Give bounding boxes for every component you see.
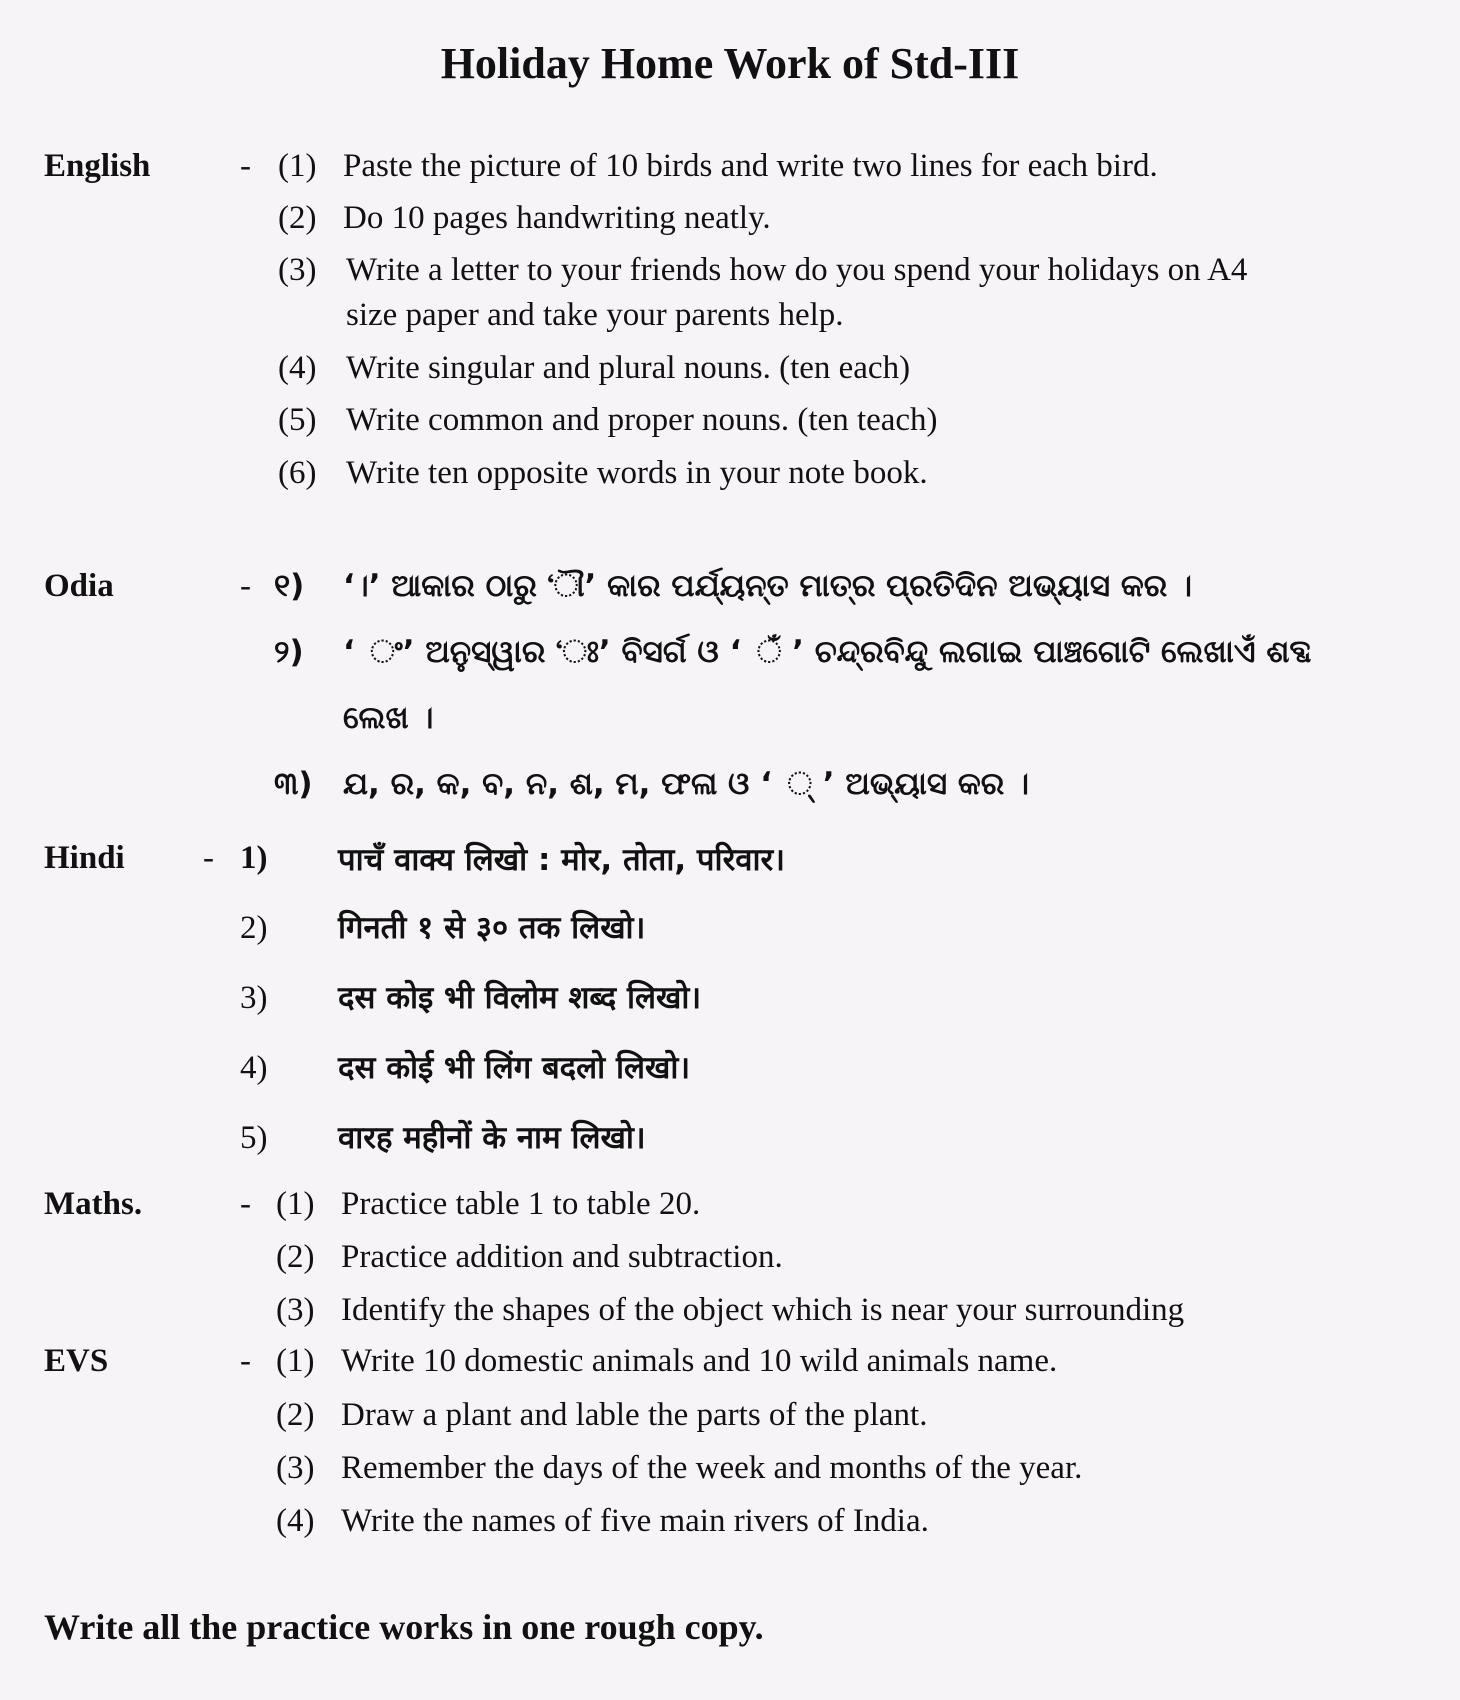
item-number: 3) xyxy=(240,980,268,1016)
item-text: Practice addition and subtraction. xyxy=(341,1239,783,1275)
subject-dash: - xyxy=(240,568,251,604)
subject-dash: - xyxy=(240,1186,251,1222)
subject-dash: - xyxy=(240,148,251,184)
item-number: (5) xyxy=(278,402,317,438)
item-text: ‘ ଂ’ ଅନୁସ୍ୱାର ‘ଃ’ ବିସର୍ଗ ଓ ‘ ଁ ’ ଚନ୍ଦ୍ରବିନ୍ଦୁ ଲଗାଇ ପାଞ୍ଚଗୋଟି ଲେଖାଏଁ ଶବ୍ଦ xyxy=(343,634,1312,670)
subject-english: English xyxy=(44,148,151,184)
item-text: ଯ, ର, କ, ବ, ନ, ଶ, ମ, ଫଳା ଓ ‘ ୍ ’ ଅଭ୍ୟାସ କର । xyxy=(343,766,1030,802)
item-text: दस कोइ भी विलोम शब्द लिखो। xyxy=(338,980,702,1016)
subject-hindi: Hindi xyxy=(44,840,125,876)
subject-dash: - xyxy=(203,840,214,876)
item-text: दस कोई भी लिंग बदलो लिखो। xyxy=(338,1050,691,1086)
item-text: Draw a plant and lable the parts of the plant. xyxy=(341,1397,928,1433)
item-text: Write common and proper nouns. (ten teach) xyxy=(346,402,938,438)
item-text: Write singular and plural nouns. (ten each) xyxy=(346,350,911,386)
item-number: (3) xyxy=(276,1292,315,1328)
item-text: गिनती १ से ३० तक लिखो। xyxy=(338,910,646,946)
subject-dash: - xyxy=(240,1343,251,1379)
item-number: (2) xyxy=(278,200,317,236)
footer-note: Write all the practice works in one rough copy. xyxy=(44,1607,764,1647)
item-text: Do 10 pages handwriting neatly. xyxy=(343,200,771,236)
subject-maths: Maths. xyxy=(44,1186,143,1222)
item-text: Remember the days of the week and months of the year. xyxy=(341,1450,1083,1486)
item-text-continued: size paper and take your parents help. xyxy=(346,297,844,333)
item-text: Write ten opposite words in your note book. xyxy=(346,455,928,491)
item-text: Write a letter to your friends how do you spend your holidays on A4 xyxy=(346,252,1248,288)
item-number: (4) xyxy=(276,1503,315,1539)
item-number: (1) xyxy=(276,1343,315,1379)
item-number: (2) xyxy=(276,1239,315,1275)
subject-evs: EVS xyxy=(44,1343,109,1379)
item-number: ୩) xyxy=(274,766,313,802)
item-text: वारह महीनों के नाम लिखो। xyxy=(338,1120,646,1156)
item-text: Identify the shapes of the object which is near your surrounding xyxy=(341,1292,1185,1328)
item-number: ୨) xyxy=(274,634,304,670)
item-text: Write 10 domestic animals and 10 wild animals name. xyxy=(341,1343,1058,1379)
item-number: 2) xyxy=(240,910,268,946)
item-number: (3) xyxy=(276,1450,315,1486)
item-text: पाचँ वाक्य लिखो : मोर, तोता, परिवार। xyxy=(338,842,785,878)
item-number: 1) xyxy=(240,840,268,876)
item-number: 4) xyxy=(240,1050,268,1086)
item-number: (1) xyxy=(278,148,317,184)
item-text: ‘।’ ଆକାର ଠାରୁ ‘ୗ’ କାର ପର୍ଯ୍ୟନ୍ତ ମାତ୍ର ପ୍ରତିଦିନ ଅଭ୍ୟାସ କର । xyxy=(343,568,1193,604)
page-title: Holiday Home Work of Std-III xyxy=(440,39,1020,88)
item-text-continued: ଲେଖ । xyxy=(343,700,434,736)
item-text: Write the names of five main rivers of India. xyxy=(341,1503,929,1539)
item-number: (4) xyxy=(278,350,317,386)
item-number: ୧) xyxy=(274,568,305,604)
item-number: 5) xyxy=(240,1120,268,1156)
item-number: (1) xyxy=(276,1186,315,1222)
item-text: Paste the picture of 10 birds and write two lines for each bird. xyxy=(343,148,1158,184)
item-number: (2) xyxy=(276,1397,315,1433)
subject-odia: Odia xyxy=(44,568,114,604)
item-text: Practice table 1 to table 20. xyxy=(341,1186,701,1222)
item-number: (6) xyxy=(278,455,317,491)
item-number: (3) xyxy=(278,252,317,288)
